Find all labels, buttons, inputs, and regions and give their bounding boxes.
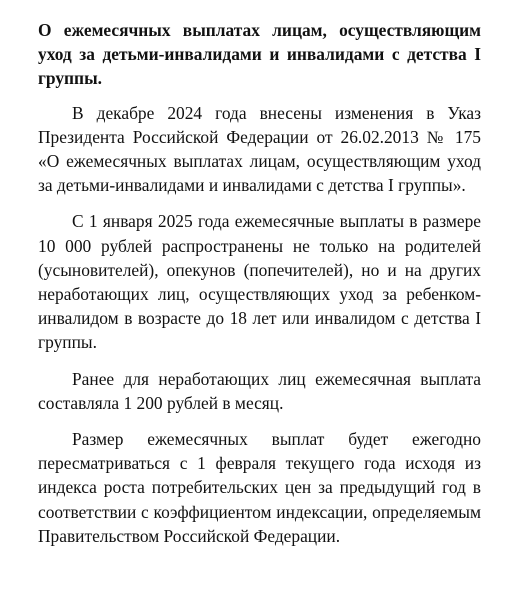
paragraph-payment-extension: С 1 января 2025 года ежемесячные выплаты в размере 10 000 рублей распространены не только на родителей (усыновителей), опекунов (попечителей), но и на других неработающих лиц, осуществляющих уход за ребенком-инвалидом в возрасте до 18 лет или инвалидом с детства I группы. — [38, 211, 481, 353]
paragraph-previous-amount: Ранее для неработающих лиц ежемесячная выплата составляла 1 200 рублей в месяц. — [38, 368, 481, 413]
document-title: О ежемесячных выплатах лицам, осуществляющим уход за детьми-инвалидами и инвалидами с детства I группы. — [38, 20, 481, 89]
paragraph-annual-indexation: Размер ежемесячных выплат будет ежегодно пересматриваться с 1 февраля текущего года исходя из индекса роста потребительских цен за предыдущий год в соответствии с коэффициентом индексации, определяемым Правительством Российской Федерации. — [38, 429, 481, 546]
paragraph-decree-amendment: В декабре 2024 года внесены изменения в Указ Президента Российской Федерации от 26.02.2013 № 175 «О ежемесячных выплатах лицам, осуществляющим уход за детьми-инвалидами и инвалидами с детства I группы». — [38, 102, 481, 196]
